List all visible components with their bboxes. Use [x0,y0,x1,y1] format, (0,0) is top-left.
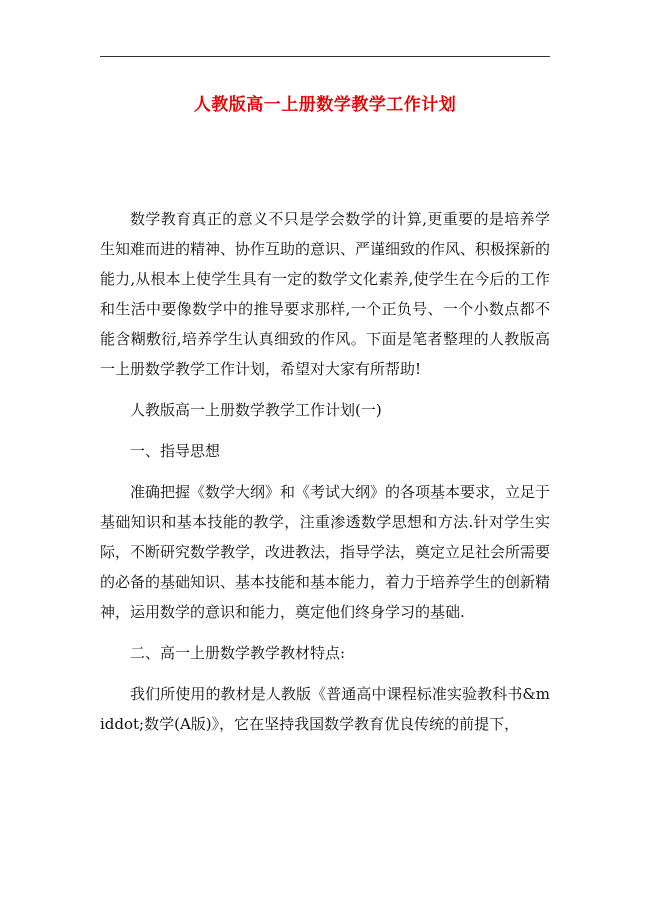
section-heading-textbook-features: 二、高一上册数学教学教材特点: [130,644,346,662]
section-heading-guiding-ideology: 一、指导思想 [130,442,221,460]
section-heading-plan-one: 人教版高一上册数学教学工作计划(一) [130,401,382,419]
document-body [100,204,550,750]
document-title: 人教版高一上册数学教学工作计划 [193,95,457,115]
textbook-paragraph: 我们所使用的教材是人教版《普通高中课程标准实验教科书&middot;数学(A版)》，它在坚持我国数学教育优良传统的前提下， [100,685,550,733]
intro-paragraph: 数学教育真正的意义不只是学会数学的计算,更重要的是培养学生知难而进的精神、协作互助的意识、严谨细致的作风、积极探新的能力,从根本上使学生具有一定的数学文化素养,使学生在今后的工作和生活中要像数学中的推导要求那样,一个正负号、一个小数点都不能含糊敷衍,培养学生认真细致的作风。下面是笔者整理的人教版高一上册数学教学工作计划，希望对大家有所帮助! [100,210,551,378]
guiding-ideology-paragraph: 准确把握《数学大纲》和《考试大纲》的各项基本要求，立足于基础知识和基本技能的教学，注重渗透数学思想和方法.针对学生实际，不断研究数学教学，改进教法，指导学法，奠定立足社会所需要的必备的基础知识、基本技能和基本能力，着力于培养学生的创新精神，运用数学的意识和能力，奠定他们终身学习的基础. [100,483,551,621]
header-rule [100,56,550,57]
